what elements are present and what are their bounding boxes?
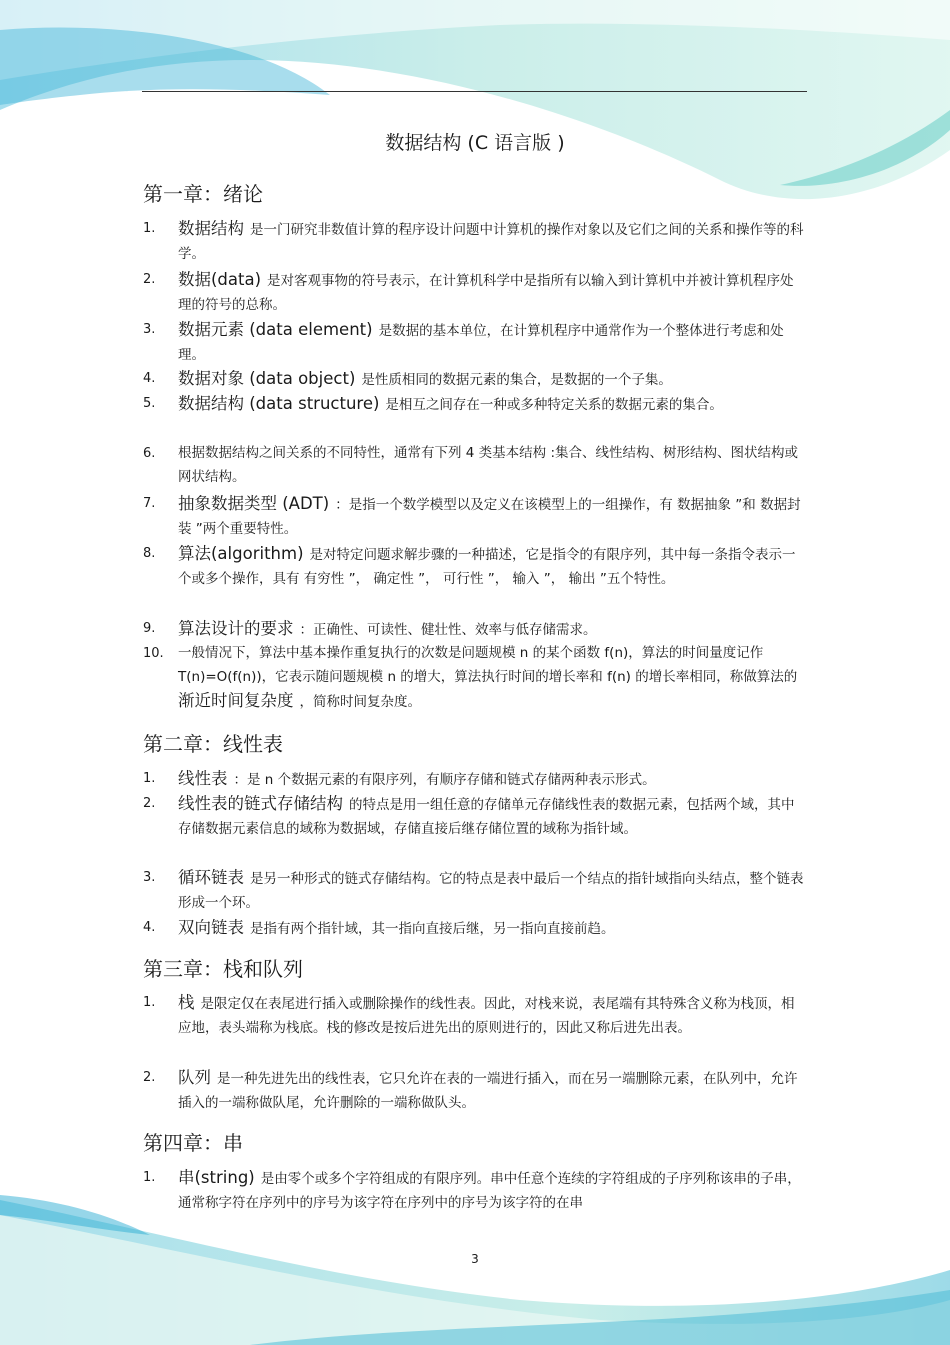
item-term: 数据结构 (data structure) <box>178 394 380 413</box>
item-number: 2. <box>143 796 156 811</box>
list-item <box>143 1066 807 1115</box>
item-term: 抽象数据类型 (ADT) <box>178 494 330 513</box>
item-number: 3. <box>143 870 156 885</box>
chapter-heading: 第二章：线性表 <box>143 732 283 756</box>
list-item <box>143 991 807 1040</box>
item-term: 栈 <box>178 993 195 1012</box>
item-text: 是相互之间存在一种或多种特定关系的数据元素的集合。 <box>385 397 723 413</box>
item-term: 数据结构 <box>178 219 244 238</box>
item-number: 7. <box>143 496 156 511</box>
item-text: 是限定仅在表尾进行插入或删除操作的线性表。因此，对栈来说，表尾端有其特殊含义称为栈顶，相应地，表头端称为栈底。栈的修改是按后进先出的原则进行的，因此又称后进先出表。 <box>178 996 795 1036</box>
item-text: 是指有两个指针域，其一指向直接后继，另一指向直接前趋。 <box>250 921 615 937</box>
list-item <box>143 1166 807 1215</box>
list-item <box>143 268 807 317</box>
chapter-heading: 第三章：栈和队列 <box>143 957 303 981</box>
item-text: 是另一种形式的链式存储结构。它的特点是表中最后一个结点的指针域指向头结点，整个链表形成一个环。 <box>178 871 804 911</box>
list-item <box>143 542 807 591</box>
item-number: 4. <box>143 371 156 386</box>
list-item <box>143 318 807 367</box>
item-term: 数据元素 (data element) <box>178 320 373 339</box>
item-number: 10. <box>143 646 164 661</box>
item-term: 渐近时间复杂度 <box>178 691 294 710</box>
list-item <box>143 866 807 915</box>
item-text: ，简称时间复杂度。 <box>299 694 421 710</box>
item-number: 8. <box>143 546 156 561</box>
item-number: 3. <box>143 322 156 337</box>
item-term: 数据对象 (data object) <box>178 369 356 388</box>
item-number: 5. <box>143 396 156 411</box>
list-item <box>143 217 807 266</box>
item-text: 根据数据结构之间关系的不同特性，通常有下列 4 类基本结构 :集合、线性结构、树形结构、图状结构或网状结构。 <box>178 445 799 485</box>
item-term: 队列 <box>178 1068 211 1087</box>
page-number: 3 <box>471 1252 479 1266</box>
item-text: 是一门研究非数值计算的程序设计问题中计算机的操作对象以及它们之间的关系和操作等的科学。 <box>178 222 804 262</box>
list-item <box>143 916 807 942</box>
list-item <box>143 642 807 715</box>
item-number: 9. <box>143 621 156 636</box>
list-item <box>143 792 807 841</box>
item-text: 是一种先进先出的线性表，它只允许在表的一端进行插入，而在另一端删除元素，在队列中，允许插入的一端称做队尾，允许删除的一端称做队头。 <box>178 1071 798 1111</box>
item-text: ：是 n 个数据元素的有限序列，有顺序存储和链式存储两种表示形式。 <box>233 772 656 788</box>
list-item <box>143 767 807 793</box>
list-item <box>143 392 807 418</box>
item-term: 串(string) <box>178 1168 255 1187</box>
list-item <box>143 492 807 541</box>
item-number: 1. <box>143 221 156 236</box>
header-rule <box>142 91 807 92</box>
item-term: 数据(data) <box>178 270 262 289</box>
item-term: 线性表 <box>178 769 228 788</box>
item-text: 一般情况下，算法中基本操作重复执行的次数是问题规模 n 的某个函数 f(n)，算法的时间量度记作 T(n)=O(f(n))，它表示随问题规模 n 的增大，算法执行时间的增长率和 f(n) 的增长率相同，称做算法的 <box>178 645 798 685</box>
list-item <box>143 367 807 393</box>
item-text: ：是指一个数学模型以及定义在该模型上的一组操作，有 数据抽象 ”和 数据封装 ”两个重要特性。 <box>178 497 801 537</box>
document-title: 数据结构 (C 语言版 ) <box>385 132 565 154</box>
item-text: 是对特定问题求解步骤的一种描述，它是指令的有限序列，其中每一条指令表示一个或多个操作，具有 有穷性 ”， 确定性 ”， 可行性 ”， 输入 ”， 输出 ”五个特性。 <box>178 547 796 587</box>
list-item <box>143 442 807 489</box>
item-term: 算法设计的要求 <box>178 619 294 638</box>
item-text: 是对客观事物的符号表示，在计算机科学中是指所有以输入到计算机中并被计算机程序处理的符号的总称。 <box>178 273 794 313</box>
item-term: 双向链表 <box>178 918 244 937</box>
item-number: 1. <box>143 1170 156 1185</box>
item-term: 循环链表 <box>178 868 244 887</box>
chapter-heading: 第四章：串 <box>143 1131 243 1155</box>
item-number: 6. <box>143 446 156 461</box>
item-number: 1. <box>143 995 156 1010</box>
item-number: 4. <box>143 920 156 935</box>
item-text: 是数据的基本单位，在计算机程序中通常作为一个整体进行考虑和处理。 <box>178 323 784 363</box>
list-item <box>143 617 807 643</box>
item-number: 1. <box>143 771 156 786</box>
item-text: 的特点是用一组任意的存储单元存储线性表的数据元素，包括两个域，其中存储数据元素信息的域称为数据域，存储直接后继存储位置的域称为指针域。 <box>178 797 795 837</box>
item-text: 是由零个或多个字符组成的有限序列。串中任意个连续的字符组成的子序列称该串的子串，通常称字符在序列中的序号为该字符在序列中的序号为该字符的在串 <box>178 1171 801 1211</box>
item-term: 线性表的链式存储结构 <box>178 794 343 813</box>
item-number: 2. <box>143 272 156 287</box>
item-text: 是性质相同的数据元素的集合，是数据的一个子集。 <box>361 372 672 388</box>
item-term: 算法(algorithm) <box>178 544 304 563</box>
chapter-heading: 第一章：绪论 <box>143 182 263 206</box>
item-text: ：正确性、可读性、健壮性、效率与低存储需求。 <box>299 622 597 638</box>
item-number: 2. <box>143 1070 156 1085</box>
